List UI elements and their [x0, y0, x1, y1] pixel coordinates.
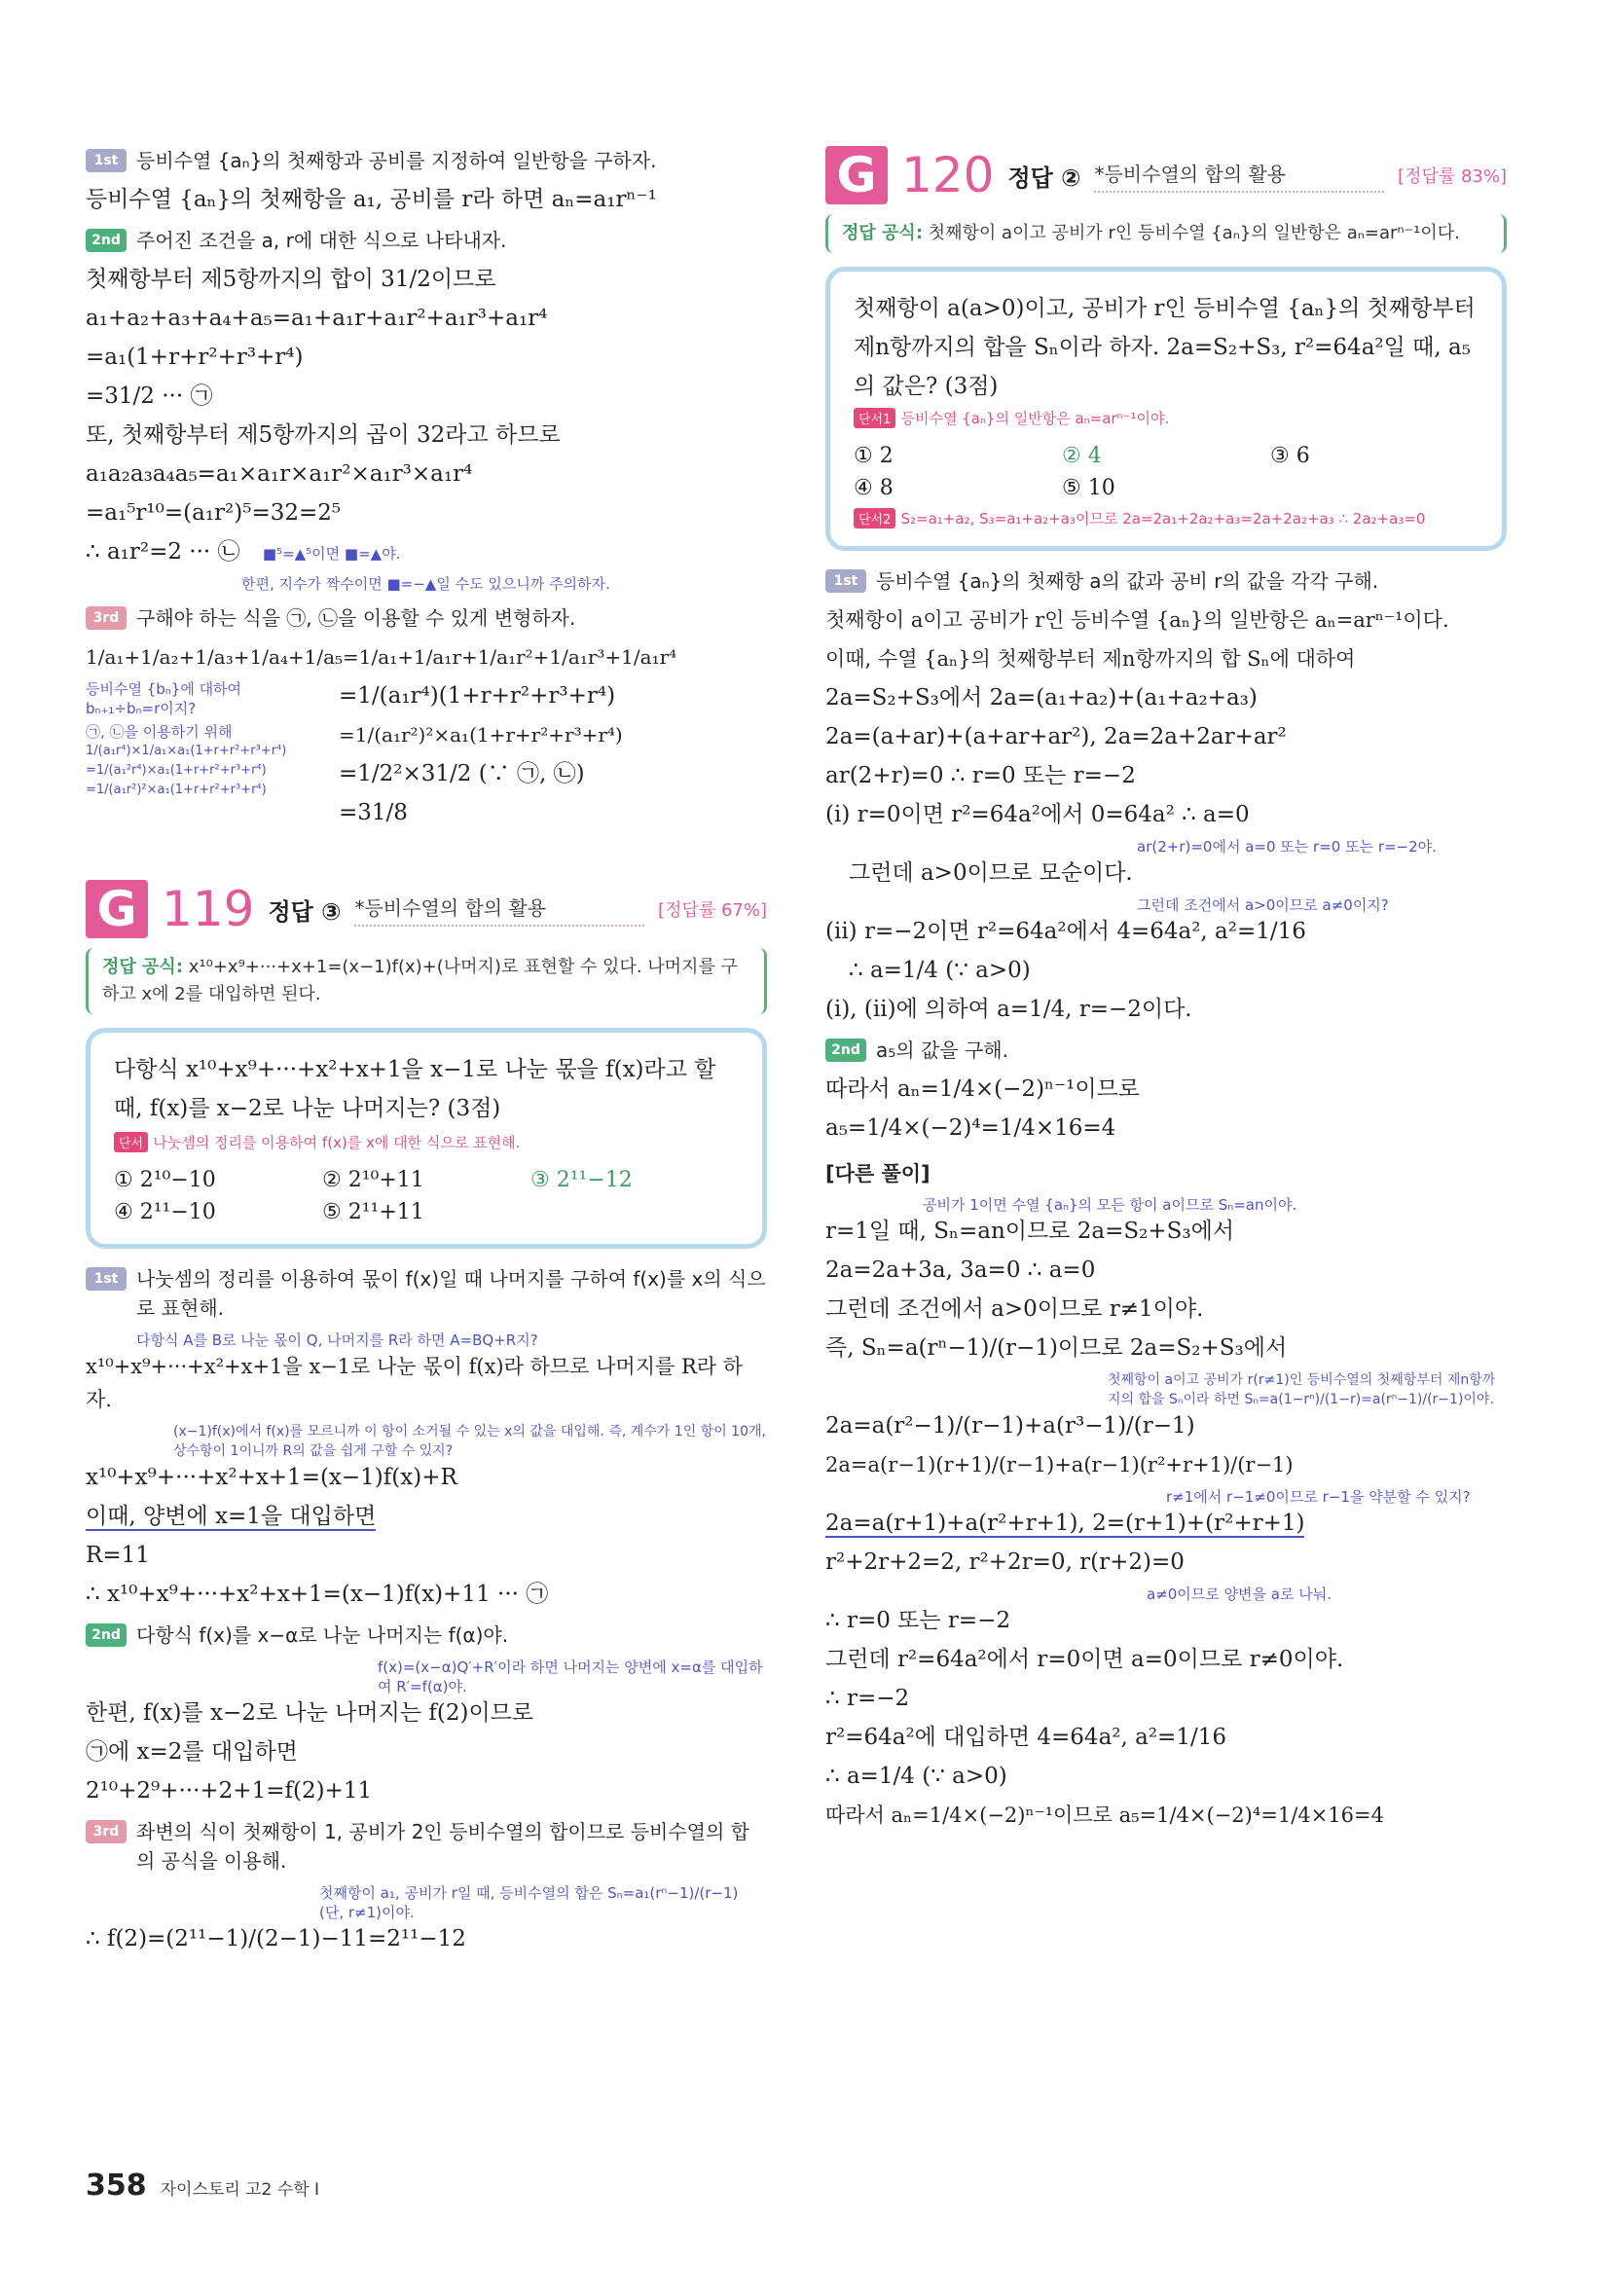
math-line: 1/a₁+1/a₂+1/a₃+1/a₄+1/a₅=1/a₁+1/a₁r+1/a₁r²+1/a₁r³+1/a₁r⁴ [86, 645, 677, 669]
math-line: 따라서 aₙ=1/4×(−2)ⁿ⁻¹이므로 [825, 1076, 1141, 1102]
side-notes: 등비수열 {bₙ}에 대하여 bₙ₊₁÷bₙ=r이지? ㉠, ㉡을 이용하기 위해 1/(a₁r⁴)×1/a₁×a₁(1+r+r²+r³+r⁴) =1/(a₁²r⁴)×a₁(1+r+r²+r³+r⁴) =1/(a₁r²)²×a₁(1+r+r²+r³+r⁴) [86, 680, 287, 797]
math-line: (i), (ii)에 의하여 a=1/4, r=−2이다. [825, 997, 1192, 1022]
choice-4[interactable]: ④ 2¹¹−10 [114, 1200, 216, 1224]
topic-label: *등비수열의 합의 활용 [354, 893, 644, 927]
math-line: 2a=a(r+1)+a(r²+r+1), 2=(r+1)+(r²+r+1) [825, 1511, 1305, 1536]
math-line: a₁+a₂+a₃+a₄+a₅=a₁+a₁r+a₁r²+a₁r³+a₁r⁴ [86, 306, 548, 331]
note: 공비가 1이면 수열 {aₙ}의 모든 항이 a이므로 Sₙ=an이야. [923, 1196, 1297, 1214]
math-line: 즉, Sₙ=a(rⁿ−1)/(r−1)이므로 2a=S₂+S₃에서 [825, 1335, 1288, 1361]
math-line: (ii) r=−2이면 r²=64a²에서 4=64a², a²=1/16 [825, 919, 1306, 944]
math-line: ∴ r=−2 [825, 1686, 910, 1711]
answer-label: 정답 ② [1007, 164, 1081, 192]
math-line: r=1일 때, Sₙ=an이므로 2a=S₂+S₃에서 [825, 1219, 1235, 1244]
text-line: ㉠에 x=2를 대입하면 [86, 1739, 298, 1765]
step-1st-120: 1st 등비수열 {aₙ}의 첫째항 a의 값과 공비 r의 값을 각각 구해. [825, 566, 1507, 596]
math-line: ∴ a=1/4 (∵ a>0) [849, 958, 1031, 983]
math-line: a₅=1/4×(−2)⁴=1/4×16=4 [825, 1115, 1116, 1141]
left-column [86, 136, 767, 1961]
question-text: 첫째항이 a(a>0)이고, 공비가 r인 등비수열 {aₙ}의 첫째항부터 제n항까지의 합을 Sₙ이라 하자. 2a=S₂+S₃, r²=64a²일 때, a₅의 값은? (3점) [854, 296, 1476, 399]
right-column [825, 146, 1507, 1838]
math-line: 2a=(a+ar)+(a+ar+ar²), 2a=2a+2ar+ar² [825, 724, 1287, 749]
math-line: 2a=a(r²−1)/(r−1)+a(r³−1)/(r−1) [825, 1413, 1195, 1439]
math-line: 2a=a(r−1)(r+1)/(r−1)+a(r−1)(r²+r+1)/(r−1) [825, 1453, 1294, 1476]
question-box-119 [86, 1028, 767, 1249]
note: ■⁵=▲⁵이면 ■=▲야. [262, 545, 401, 563]
question-box-120 [825, 267, 1507, 551]
math-line: 2a=2a+3a, 3a=0 ∴ a=0 [825, 1257, 1096, 1283]
choice-2[interactable]: ② 2¹⁰+11 [322, 1168, 424, 1192]
step-1st-118: 1st 등비수열 {aₙ}의 첫째항과 공비를 지정하여 일반항을 구하자. [86, 146, 767, 175]
note: ar(2+r)=0에서 a=0 또는 r=0 또는 r=−2야. [1137, 838, 1437, 856]
text-line: 그런데 조건에서 a>0이므로 r≠1이야. [825, 1296, 1204, 1322]
text-line: 이때, 양변에 x=1을 대입하면 [86, 1504, 377, 1529]
math-line: r²=64a²에 대입하면 4=64a², a²=1/16 [825, 1725, 1226, 1750]
step-1st-119: 1st 나눗셈의 정리를 이용하여 몫이 f(x)일 때 나머지를 구하여 f(x)를 x의 식으로 표현해. [86, 1264, 767, 1323]
math-line: =a₁⁵r¹⁰=(a₁r²)⁵=32=2⁵ [86, 500, 342, 526]
choice-3[interactable]: ③ 6 [1270, 444, 1310, 468]
choices [114, 1166, 739, 1226]
note: 첫째항이 a이고 공비가 r(r≠1)인 등비수열의 첫째항부터 제n항까지의 합을 Sₙ이라 하면 Sₙ=a(1−rⁿ)/(1−r)=a(rⁿ−1)/(r−1)이야. [1108, 1372, 1496, 1407]
step-badge-2nd: 2nd [86, 229, 127, 252]
math-line: ∴ a₁r²=2 ··· ㉡ ■⁵=▲⁵이면 ■=▲야. [86, 539, 401, 565]
math-line: r²+2r+2=2, r²+2r=0, r(r+2)=0 [825, 1549, 1185, 1575]
note: r≠1에서 r−1≠0이므로 r−1을 약분할 수 있지? [1166, 1488, 1471, 1506]
page-number: 358 [86, 2168, 147, 2203]
topic-label: *등비수열의 합의 활용 [1094, 159, 1384, 193]
hint-2: 단서2 S₂=a₁+a₂, S₃=a₁+a₂+a₃이므로 2a=2a₁+2a₂+a₃=2a+2a₂+a₃ ∴ 2a₂+a₃=0 [854, 508, 1478, 528]
math-line: ∴ x¹⁰+x⁹+···+x²+x+1=(x−1)f(x)+11 ··· ㉠ [86, 1582, 549, 1607]
formula-box: 정답 공식: 첫째항이 a이고 공비가 r인 등비수열 {aₙ}의 일반항은 aₙ=arⁿ⁻¹이다. [825, 214, 1507, 253]
math-line: ∴ a=1/4 (∵ a>0) [825, 1764, 1007, 1789]
problem-glyph: G [825, 146, 888, 204]
math-line: a₁a₂a₃a₄a₅=a₁×a₁r×a₁r²×a₁r³×a₁r⁴ [86, 461, 473, 487]
step-2nd-120: 2nd a₅의 값을 구해. [825, 1036, 1507, 1065]
choice-1[interactable]: ① 2¹⁰−10 [114, 1168, 216, 1192]
problem-119-header [86, 880, 767, 938]
text-line: 한편, f(x)를 x−2로 나눈 나머지는 f(2)이므로 [86, 1700, 534, 1726]
step-badge-1st: 1st [825, 569, 866, 593]
step-badge-1st: 1st [86, 1267, 127, 1291]
text-line: 그런데 r²=64a²에서 r=0이면 a=0이므로 r≠0이야. [825, 1647, 1344, 1672]
hint-1: 단서1 등비수열 {aₙ}의 일반항은 aₙ=arⁿ⁻¹이야. [854, 408, 1478, 428]
text-line: 그런데 a>0이므로 모순이다. [849, 860, 1133, 886]
choice-5[interactable]: ⑤ 10 [1062, 476, 1115, 500]
note: f(x)=(x−α)Q′+R′이라 하면 나머지는 양변에 x=α를 대입하여 R′=f(α)야. [378, 1658, 763, 1695]
page-footer [86, 2168, 319, 2203]
alt-solution-heading: [다른 풀이] [825, 1162, 931, 1185]
step-2nd-118: 2nd 주어진 조건을 a, r에 대한 식으로 나타내자. [86, 226, 767, 255]
hint: 단서 나눗셈의 정리를 이용하여 f(x)를 x에 대한 식으로 표현해. [114, 1132, 739, 1152]
text-line: x¹⁰+x⁹+···+x²+x+1을 x−1로 나눈 몫이 f(x)라 하므로 나머지를 R라 하자. [86, 1355, 744, 1411]
note: 다항식 A를 B로 나눈 몫이 Q, 나머지를 R라 하면 A=BQ+R지? [136, 1331, 538, 1349]
math-line: =31/2 ··· ㉠ [86, 383, 213, 409]
answer-label: 정답 ③ [268, 897, 342, 926]
text-line: 등비수열 {aₙ}의 첫째항을 a₁, 공비를 r라 하면 aₙ=a₁rⁿ⁻¹ [86, 187, 657, 212]
choice-2-correct[interactable]: ② 4 [1062, 444, 1102, 468]
choices [854, 442, 1478, 502]
step-3rd-119: 3rd 좌변의 식이 첫째항이 1, 공비가 2인 등비수열의 합이므로 등비수열의 합의 공식을 이용해. [86, 1817, 767, 1876]
step-3rd-118: 3rd 구해야 하는 식을 ㉠, ㉡을 이용할 수 있게 변형하자. [86, 603, 767, 633]
note: 첫째항이 a₁, 공비가 r일 때, 등비수열의 합은 Sₙ=a₁(rⁿ−1)/(r−1) (단, r≠1)이야. [319, 1884, 739, 1921]
problem-120-header [825, 146, 1507, 204]
choice-3-correct[interactable]: ③ 2¹¹−12 [530, 1168, 633, 1192]
formula-box: 정답 공식: x¹⁰+x⁹+···+x+1=(x−1)f(x)+(나머지)로 표현할 수 있다. 나머지를 구하고 x에 2를 대입하면 된다. [86, 948, 767, 1014]
math-line: (i) r=0이면 r²=64a²에서 0=64a² ∴ a=0 [825, 802, 1250, 827]
choice-4[interactable]: ④ 8 [854, 476, 894, 500]
note: (x−1)f(x)에서 f(x)를 모르니까 이 항이 소거될 수 있는 x의 값을 대입해. 즉, 계수가 1인 항이 10개, 상수항이 1이니까 R의 값을 쉽게 구할 수 있지? [173, 1424, 766, 1459]
math-line: ar(2+r)=0 ∴ r=0 또는 r=−2 [825, 763, 1136, 788]
rate-label: [정답률 67%] [658, 900, 767, 921]
math-line: =a₁(1+r+r²+r³+r⁴) [86, 345, 304, 370]
step-2nd-119: 2nd 다항식 f(x)를 x−α로 나눈 나머지는 f(α)야. [86, 1621, 767, 1650]
problem-glyph: G [86, 880, 148, 938]
step-badge-2nd: 2nd [825, 1039, 866, 1062]
derivation-block [86, 679, 767, 835]
text-line: 또, 첫째항부터 제5항까지의 곱이 32라고 하므로 [86, 422, 561, 448]
step-badge-2nd: 2nd [86, 1623, 127, 1647]
choice-1[interactable]: ① 2 [854, 444, 894, 468]
derivation-lines: =1/(a₁r⁴)(1+r+r²+r³+r⁴) =1/(a₁r²)²×a₁(1+r+r²+r³+r⁴) =1/2²×31/2 (∵ ㉠, ㉡) =31/8 [339, 683, 623, 825]
step-badge-1st: 1st [86, 149, 127, 172]
math-line: 2a=S₂+S₃에서 2a=(a₁+a₂)+(a₁+a₂+a₃) [825, 685, 1258, 711]
book-title: 자이스토리 고2 수학 I [160, 2180, 320, 2200]
step-badge-3rd: 3rd [86, 1820, 127, 1843]
rate-label: [정답률 83%] [1398, 166, 1507, 187]
note: 한편, 지수가 짝수이면 ■=−▲일 수도 있으니까 주의하자. [241, 575, 610, 593]
note: 그런데 조건에서 a>0이므로 a≠0이지? [1137, 896, 1389, 914]
text-line: 이때, 수열 {aₙ}의 첫째항부터 제n항까지의 합 Sₙ에 대하여 [825, 647, 1356, 671]
text-line: 첫째항부터 제5항까지의 합이 31/2이므로 [86, 267, 496, 292]
step-badge-3rd: 3rd [86, 606, 127, 630]
question-text: 다항식 x¹⁰+x⁹+···+x²+x+1을 x−1로 나눈 몫을 f(x)라고 할 때, f(x)를 x−2로 나눈 나머지는? (3점) [114, 1057, 716, 1121]
text-line: 첫째항이 a이고 공비가 r인 등비수열 {aₙ}의 일반항은 aₙ=arⁿ⁻¹이다. [825, 608, 1449, 632]
math-line: ∴ r=0 또는 r=−2 [825, 1608, 1011, 1633]
math-line: 따라서 aₙ=1/4×(−2)ⁿ⁻¹이므로 a₅=1/4×(−2)⁴=1/4×16=4 [825, 1804, 1384, 1827]
note: a≠0이므로 양변을 a로 나눠. [1147, 1585, 1332, 1603]
choice-5[interactable]: ⑤ 2¹¹+11 [322, 1200, 424, 1224]
math-line: R=11 [86, 1543, 150, 1568]
math-line: 2¹⁰+2⁹+···+2+1=f(2)+11 [86, 1778, 373, 1804]
math-line: ∴ f(2)=(2¹¹−1)/(2−1)−11=2¹¹−12 [86, 1926, 466, 1951]
math-line: x¹⁰+x⁹+···+x²+x+1=(x−1)f(x)+R [86, 1465, 457, 1490]
problem-number: 120 [901, 147, 995, 203]
problem-number: 119 [162, 881, 255, 937]
